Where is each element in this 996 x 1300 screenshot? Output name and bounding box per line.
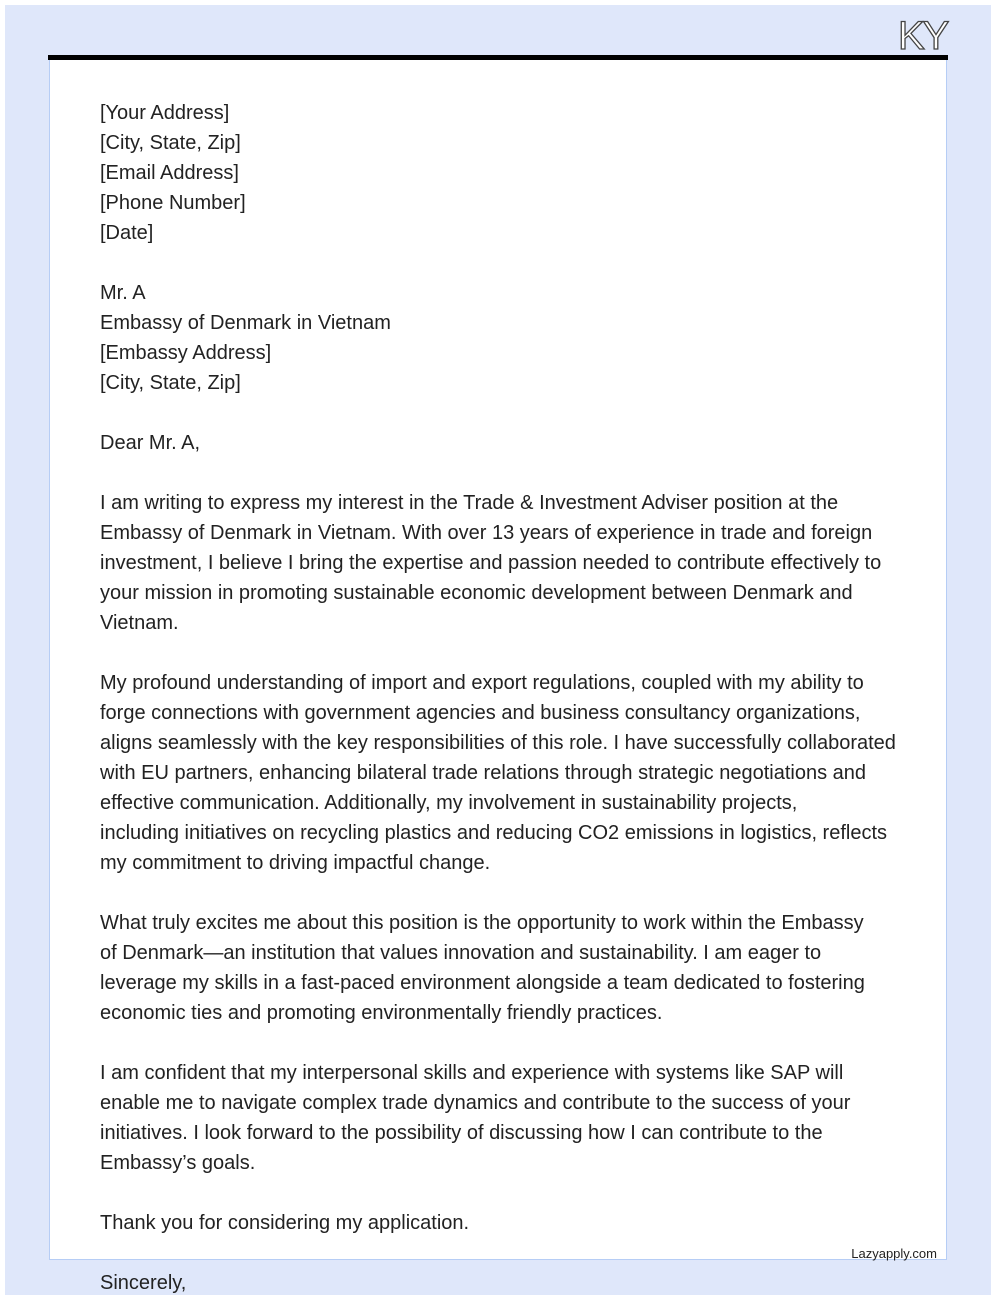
header-bar — [48, 55, 948, 60]
paragraph-line: Embassy of Denmark in Vietnam. With over 13 years of experience in trade and foreign — [100, 522, 873, 544]
recipient-line: Embassy of Denmark in Vietnam — [100, 312, 391, 334]
paragraph-line: your mission in promoting sustainable economic development between Denmark and — [100, 582, 853, 604]
recipient-line: Mr. A — [100, 282, 146, 304]
paragraph-line: aligns seamlessly with the key responsibilities of this role. I have successfully collaborated — [100, 732, 896, 754]
letter-body — [100, 98, 896, 1298]
paragraph-line: investment, I believe I bring the expertise and passion needed to contribute effectively to — [100, 552, 882, 574]
paragraph-line: economic ties and promoting environmentally friendly practices. — [100, 1002, 663, 1024]
paragraph-line: What truly excites me about this position is the opportunity to work within the Embassy — [100, 912, 864, 934]
spacer — [100, 1238, 896, 1268]
paragraph-line: including initiatives on recycling plastics and reducing CO2 emissions in logistics, reflects — [100, 822, 888, 844]
paragraph-line: forge connections with government agencies and business consultancy organizations, — [100, 702, 861, 724]
recipient-line: [Embassy Address] — [100, 342, 272, 364]
spacer — [100, 398, 896, 428]
spacer — [100, 248, 896, 278]
paragraph-line: enable me to navigate complex trade dynamics and contribute to the success of your — [100, 1092, 851, 1114]
paragraph-line: with EU partners, enhancing bilateral trade relations through strategic negotiations and — [100, 762, 867, 784]
sender-line: [Phone Number] — [100, 192, 246, 214]
salutation: Dear Mr. A, — [100, 432, 201, 454]
recipient-line: [City, State, Zip] — [100, 372, 241, 394]
paragraph-line: Vietnam. — [100, 612, 179, 634]
spacer — [100, 1178, 896, 1208]
sender-line: [Date] — [100, 222, 154, 244]
paragraph-line: of Denmark—an institution that values innovation and sustainability. I am eager to — [100, 942, 822, 964]
paragraph-line: My profound understanding of import and export regulations, coupled with my ability to — [100, 672, 864, 694]
paragraph-line: I am writing to express my interest in the Trade & Investment Adviser position at the — [100, 492, 839, 514]
spacer — [100, 878, 896, 908]
paragraph-line: my commitment to driving impactful change. — [100, 852, 491, 874]
paragraph-line: effective communication. Additionally, my involvement in sustainability projects, — [100, 792, 798, 814]
sender-line: [City, State, Zip] — [100, 132, 241, 154]
footer-watermark: Lazyapply.com — [851, 1246, 937, 1261]
paragraph-line: leverage my skills in a fast-paced environment alongside a team dedicated to fostering — [100, 972, 865, 994]
spacer — [100, 638, 896, 668]
paragraph-line: Thank you for considering my application. — [100, 1212, 470, 1234]
closing: Sincerely, — [100, 1272, 187, 1294]
spacer — [100, 458, 896, 488]
paragraph-line: Embassy’s goals. — [100, 1152, 256, 1174]
paragraph-line: initiatives. I look forward to the possibility of discussing how I can contribute to the — [100, 1122, 823, 1144]
paragraph-line: I am confident that my interpersonal skills and experience with systems like SAP will — [100, 1062, 844, 1084]
sender-line: [Email Address] — [100, 162, 239, 184]
sender-line: [Your Address] — [100, 102, 230, 124]
logo: KY — [898, 14, 948, 58]
spacer — [100, 1028, 896, 1058]
